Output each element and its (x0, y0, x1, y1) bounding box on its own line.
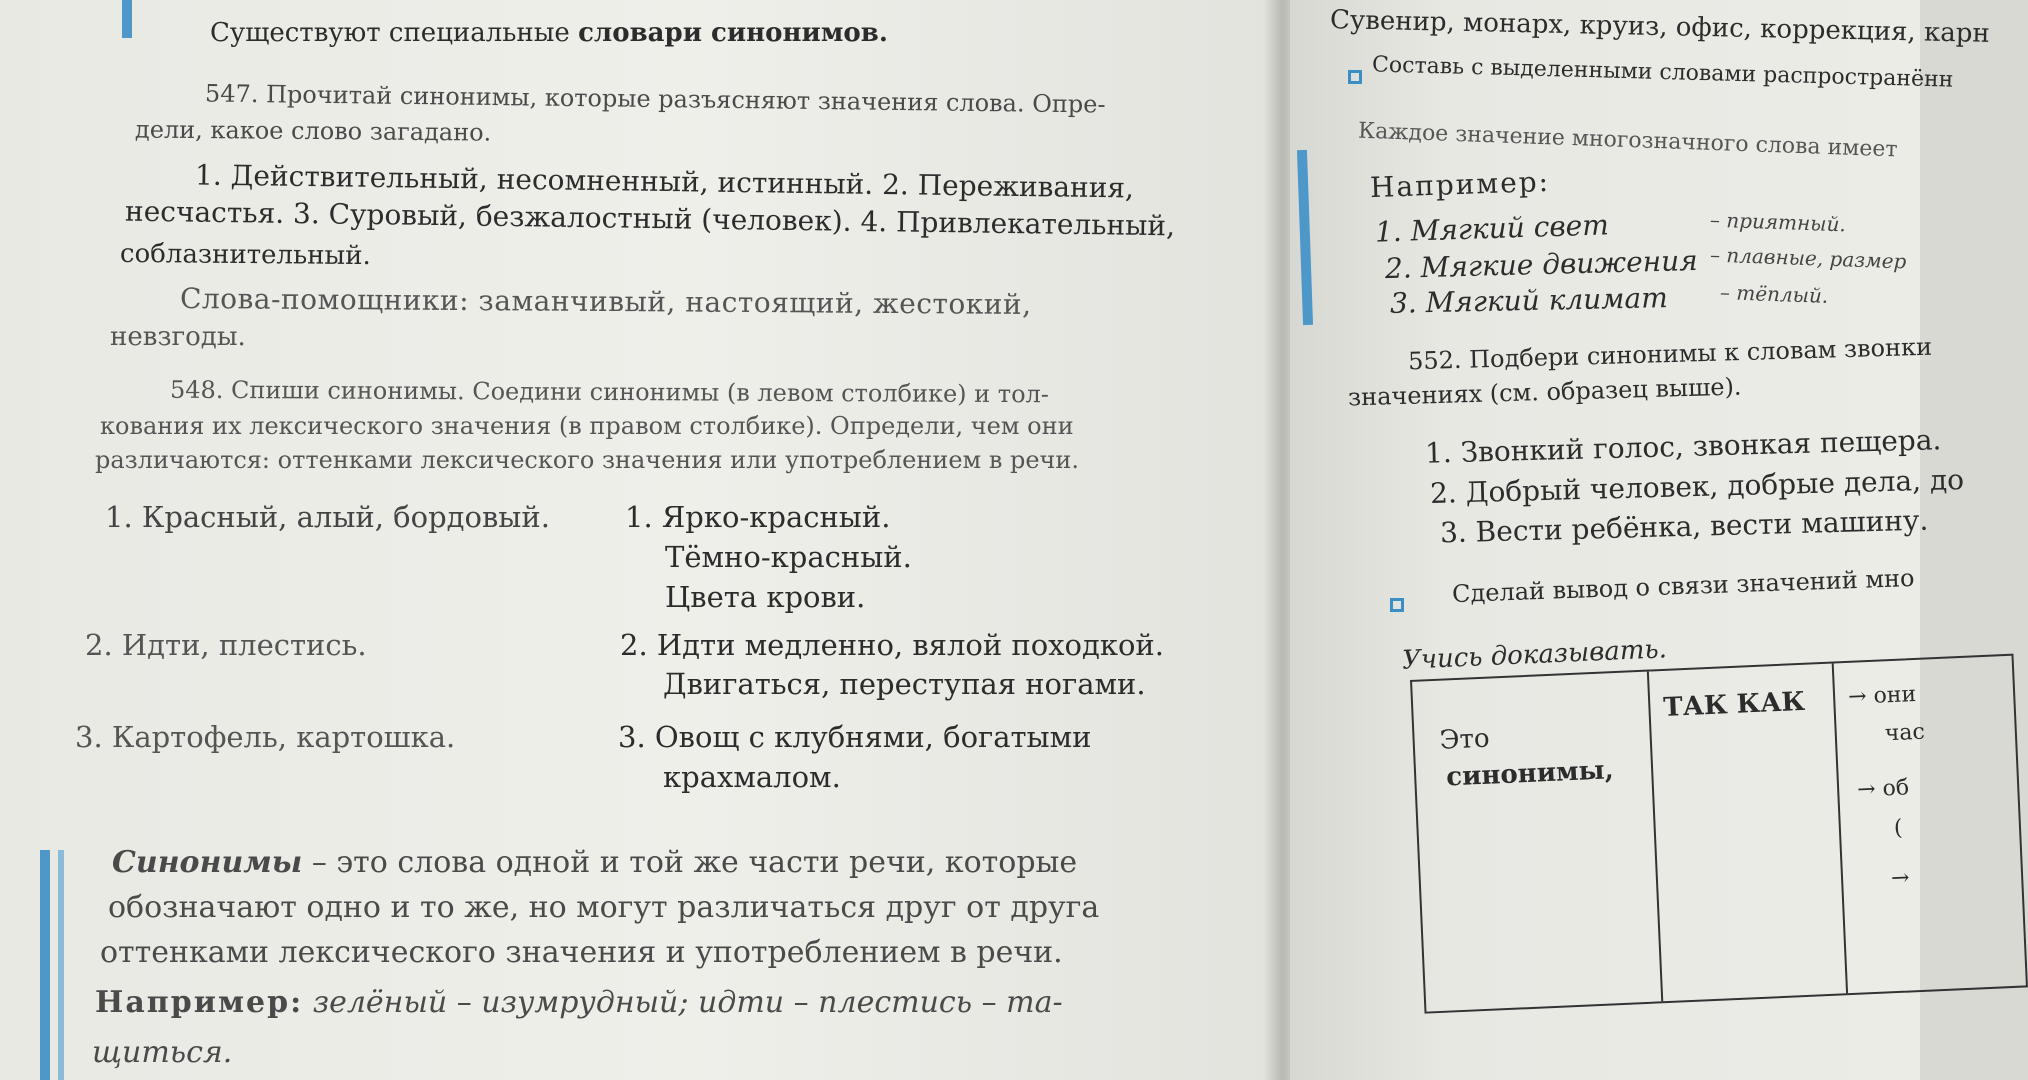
blue-margin-bar-rule-thin (58, 850, 64, 1080)
synonym-group-1: 1. Красный, алый, бордовый. (105, 500, 550, 534)
right-example-1-meaning: – приятный. (1709, 207, 1847, 237)
exercise-547-items-line3: соблазнительный. (119, 238, 371, 272)
right-page (1290, 0, 1991, 1080)
exercise-548-line3: различаются: оттенками лексического значения или употреблением в речи. (95, 446, 1080, 474)
rule-example (95, 985, 1063, 1020)
table-cell-arrow: → (1890, 865, 1911, 892)
rule-line3: оттенками лексического значения и употреблением в речи. (100, 935, 1063, 970)
table-cell-part: час (1884, 719, 1926, 747)
exercise-548-line1: 548. Спиши синонимы. Соедини синонимы (в левом столбике) и тол- (169, 375, 1049, 409)
meaning-1b: Тёмно-красный. (665, 540, 912, 574)
meaning-2b: Двигаться, переступая ногами. (663, 667, 1146, 701)
dictionary-note-bold: словари синонимов. (578, 18, 888, 48)
synonym-group-2: 2. Идти, плестись. (85, 628, 367, 662)
meaning-1a: 1. Ярко-красный. (625, 500, 891, 534)
right-example-1: 1. Мягкий свет (1374, 208, 1610, 249)
synonym-group-3: 3. Картофель, картошка. (75, 720, 456, 754)
meaning-3b: крахмалом. (663, 760, 841, 794)
task-square-icon-2 (1390, 598, 1404, 612)
task-square-icon (1348, 70, 1362, 84)
conclusion-task: Сделай вывод о связи значений мно (1451, 563, 1915, 609)
blue-margin-bar-right (1297, 150, 1313, 325)
helper-words-line1: Слова-помощники: заманчивый, настоящий, жестокий, (179, 282, 1032, 321)
blue-margin-bar-top (122, 0, 132, 38)
exercise-552-line2: значениях (см. образец выше). (1347, 372, 1742, 412)
meaning-1c: Цвета крови. (665, 580, 866, 614)
meaning-3a: 3. Овощ с клубнями, богатыми (618, 720, 1092, 754)
exercise-552-item2: 2. Добрый человек, добрые дела, до (1429, 463, 1965, 510)
table-cell-ob: → об (1856, 775, 1910, 803)
exercise-547-line2: дели, какое слово загадано. (134, 115, 492, 147)
exercise-547-line1: 547. Прочитай синонимы, которые разъясняют значения слова. Опре- (204, 79, 1106, 119)
exercise-552-line1: 552. Подбери синонимы к словам звонки (1407, 332, 1933, 376)
learn-to-prove: Учись доказывать. (1401, 634, 1668, 676)
rule-line5: щиться. (92, 1035, 233, 1070)
exercise-547-items-line2: несчастья. 3. Суровый, безжалостный (человек). 4. Привлекательный, (124, 194, 1176, 243)
table-divider-2 (1832, 664, 1848, 994)
table-divider-1 (1647, 672, 1663, 1002)
table-cell-synonyms: синонимы, (1445, 755, 1615, 793)
table-cell-this: Это (1439, 723, 1491, 756)
exercise-547-items-line1: 1. Действительный, несомненный, истинный. 2. Переживания, (194, 158, 1135, 205)
right-polysemy-rule: Каждое значение многозначного слова имеет (1357, 118, 1898, 163)
rule-line1 (112, 845, 1077, 880)
rule-example-text: зелёный – изумрудный; идти – плестись – та- (303, 985, 1063, 1020)
table-cell-paren: ( (1893, 815, 1904, 842)
proof-table (1410, 654, 2028, 1014)
right-word-list: Сувенир, монарх, круиз, офис, коррекция, карн (1329, 5, 1991, 49)
helper-words-line2: невзгоды. (110, 322, 246, 352)
exercise-552-item3: 3. Вести ребёнка, вести машину. (1439, 503, 1929, 550)
dictionary-note-text: Существуют специальные (210, 18, 579, 48)
right-example-2: 2. Мягкие движения (1384, 243, 1699, 286)
right-example-label: Например: (1369, 164, 1551, 205)
right-example-3-meaning: – тёплый. (1719, 280, 1829, 308)
exercise-548-line2: кования их лексического значения (в правом столбике). Определи, чем они (100, 412, 1074, 440)
right-compose-task: Составь с выделенными словами распространённ (1371, 52, 1954, 93)
rule-line1-rest: – это слова одной и той же части речи, которые (302, 845, 1078, 880)
right-example-3: 3. Мягкий климат (1389, 281, 1669, 320)
dictionary-note (210, 18, 888, 48)
blue-margin-bar-rule (40, 850, 50, 1080)
rule-example-label: Например: (95, 985, 304, 1020)
right-example-2-meaning: – плавные, размер (1709, 242, 1907, 274)
exercise-552-item1: 1. Звонкий голос, звонкая пещера. (1424, 423, 1942, 470)
rule-line2: обозначают одно и то же, но могут различаться друг от друга (108, 890, 1100, 925)
rule-term: Синонимы (112, 845, 303, 880)
meaning-2a: 2. Идти медленно, вялой походкой. (620, 628, 1164, 662)
table-cell-they: → они (1847, 681, 1917, 710)
table-cell-because: ТАК КАК (1662, 686, 1806, 723)
